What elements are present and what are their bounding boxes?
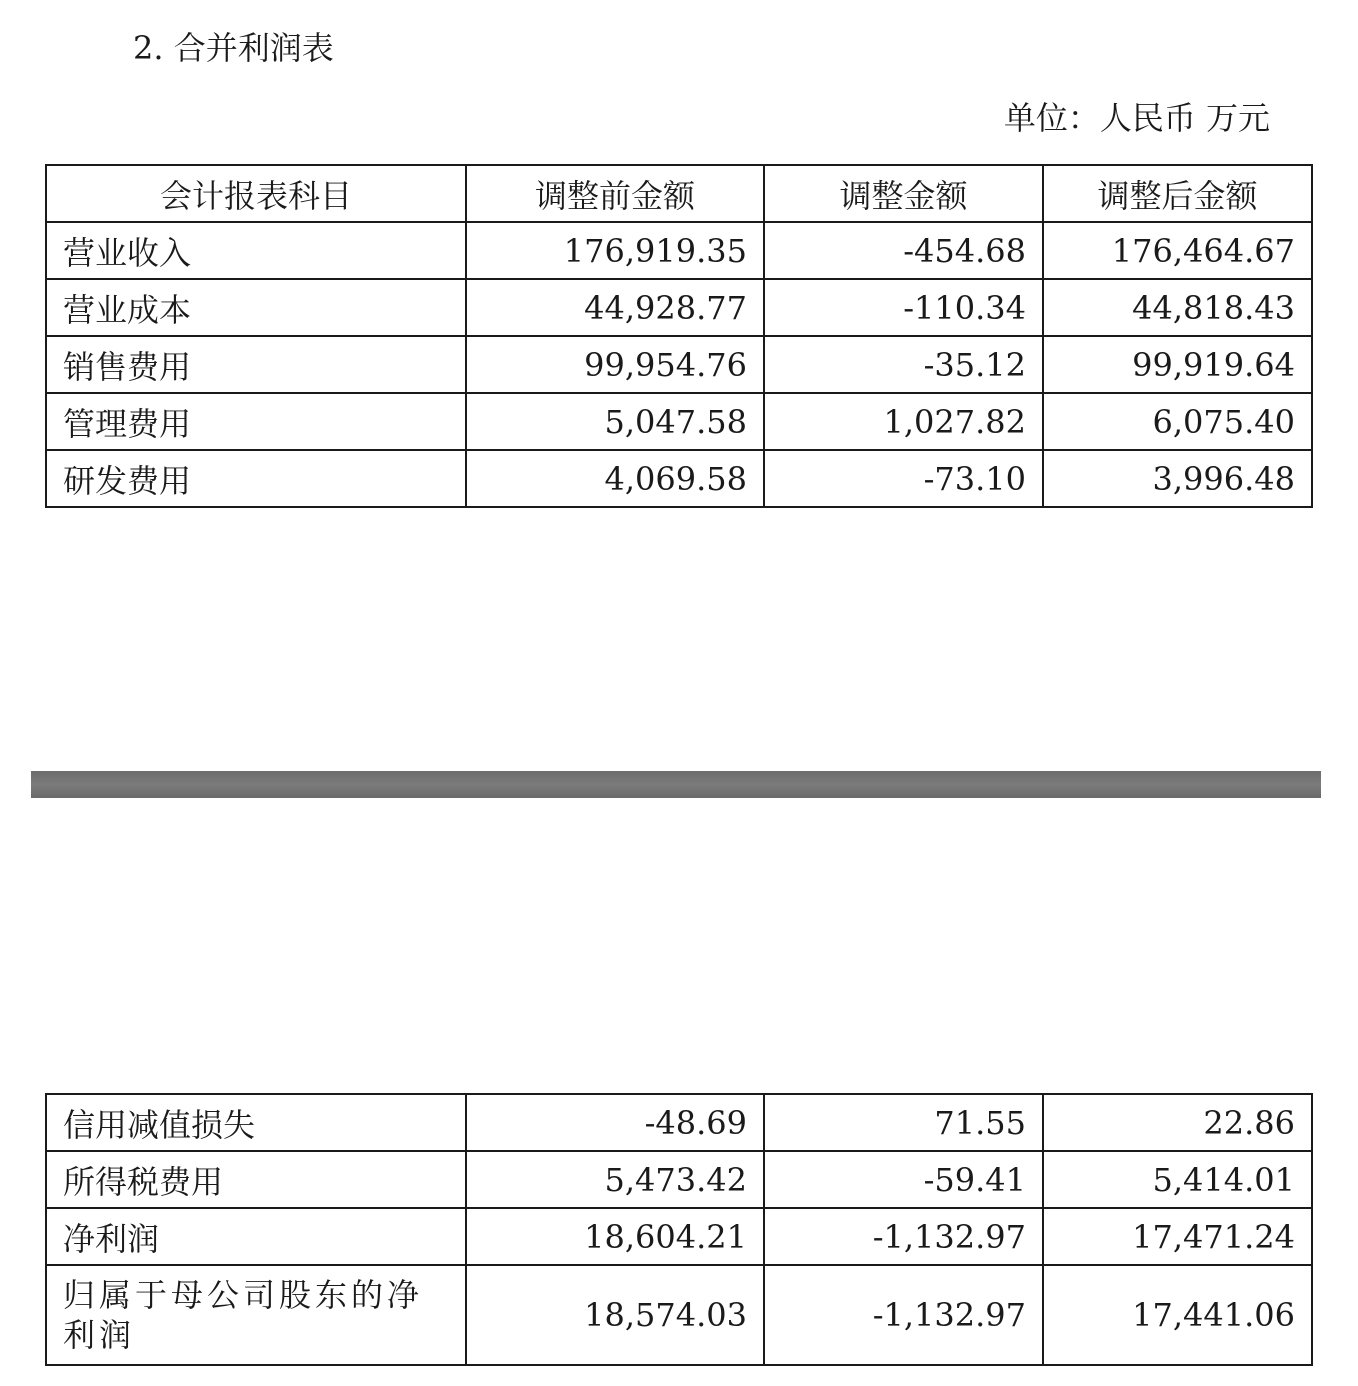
row-after: 99,919.64 bbox=[1043, 336, 1312, 393]
row-item: 研发费用 bbox=[46, 450, 466, 507]
table-row bbox=[46, 222, 1312, 279]
row-item: 信用减值损失 bbox=[46, 1094, 466, 1151]
unit-label: 单位：人民币 万元 bbox=[1003, 99, 1270, 137]
table-row bbox=[46, 1208, 1312, 1265]
row-before: 176,919.35 bbox=[466, 222, 764, 279]
row-after: 44,818.43 bbox=[1043, 279, 1312, 336]
row-item: 所得税费用 bbox=[46, 1151, 466, 1208]
table-row bbox=[46, 1094, 1312, 1151]
header-item: 会计报表科目 bbox=[46, 165, 466, 222]
row-item: 管理费用 bbox=[46, 393, 466, 450]
row-after: 3,996.48 bbox=[1043, 450, 1312, 507]
table-row bbox=[46, 1265, 1312, 1365]
page-separator bbox=[31, 771, 1321, 798]
table-row bbox=[46, 393, 1312, 450]
header-after: 调整后金额 bbox=[1043, 165, 1312, 222]
row-after: 6,075.40 bbox=[1043, 393, 1312, 450]
row-item: 营业成本 bbox=[46, 279, 466, 336]
row-before: 99,954.76 bbox=[466, 336, 764, 393]
row-after: 176,464.67 bbox=[1043, 222, 1312, 279]
table-row bbox=[46, 336, 1312, 393]
row-before: 18,574.03 bbox=[466, 1265, 764, 1365]
row-item: 销售费用 bbox=[46, 336, 466, 393]
row-adjustment: -59.41 bbox=[764, 1151, 1043, 1208]
row-adjustment: -1,132.97 bbox=[764, 1265, 1043, 1365]
income-statement-table-page1 bbox=[45, 164, 1313, 508]
table-header-row bbox=[46, 165, 1312, 222]
income-statement-table-page2 bbox=[45, 1093, 1313, 1366]
row-before: 4,069.58 bbox=[466, 450, 764, 507]
row-after: 22.86 bbox=[1043, 1094, 1312, 1151]
row-before: 44,928.77 bbox=[466, 279, 764, 336]
row-before: 5,473.42 bbox=[466, 1151, 764, 1208]
row-after: 17,441.06 bbox=[1043, 1265, 1312, 1365]
header-adjustment: 调整金额 bbox=[764, 165, 1043, 222]
row-item: 营业收入 bbox=[46, 222, 466, 279]
row-before: 5,047.58 bbox=[466, 393, 764, 450]
row-before: -48.69 bbox=[466, 1094, 764, 1151]
row-adjustment: 1,027.82 bbox=[764, 393, 1043, 450]
header-before: 调整前金额 bbox=[466, 165, 764, 222]
section-title: 2. 合并利润表 bbox=[133, 29, 334, 67]
table-row bbox=[46, 279, 1312, 336]
row-adjustment: -110.34 bbox=[764, 279, 1043, 336]
row-item: 归属于母公司股东的净利润 bbox=[46, 1265, 466, 1365]
row-after: 17,471.24 bbox=[1043, 1208, 1312, 1265]
row-adjustment: -1,132.97 bbox=[764, 1208, 1043, 1265]
table-row bbox=[46, 450, 1312, 507]
row-adjustment: -73.10 bbox=[764, 450, 1043, 507]
row-adjustment: -454.68 bbox=[764, 222, 1043, 279]
table-row bbox=[46, 1151, 1312, 1208]
row-adjustment: -35.12 bbox=[764, 336, 1043, 393]
row-adjustment: 71.55 bbox=[764, 1094, 1043, 1151]
row-before: 18,604.21 bbox=[466, 1208, 764, 1265]
row-item: 净利润 bbox=[46, 1208, 466, 1265]
row-after: 5,414.01 bbox=[1043, 1151, 1312, 1208]
